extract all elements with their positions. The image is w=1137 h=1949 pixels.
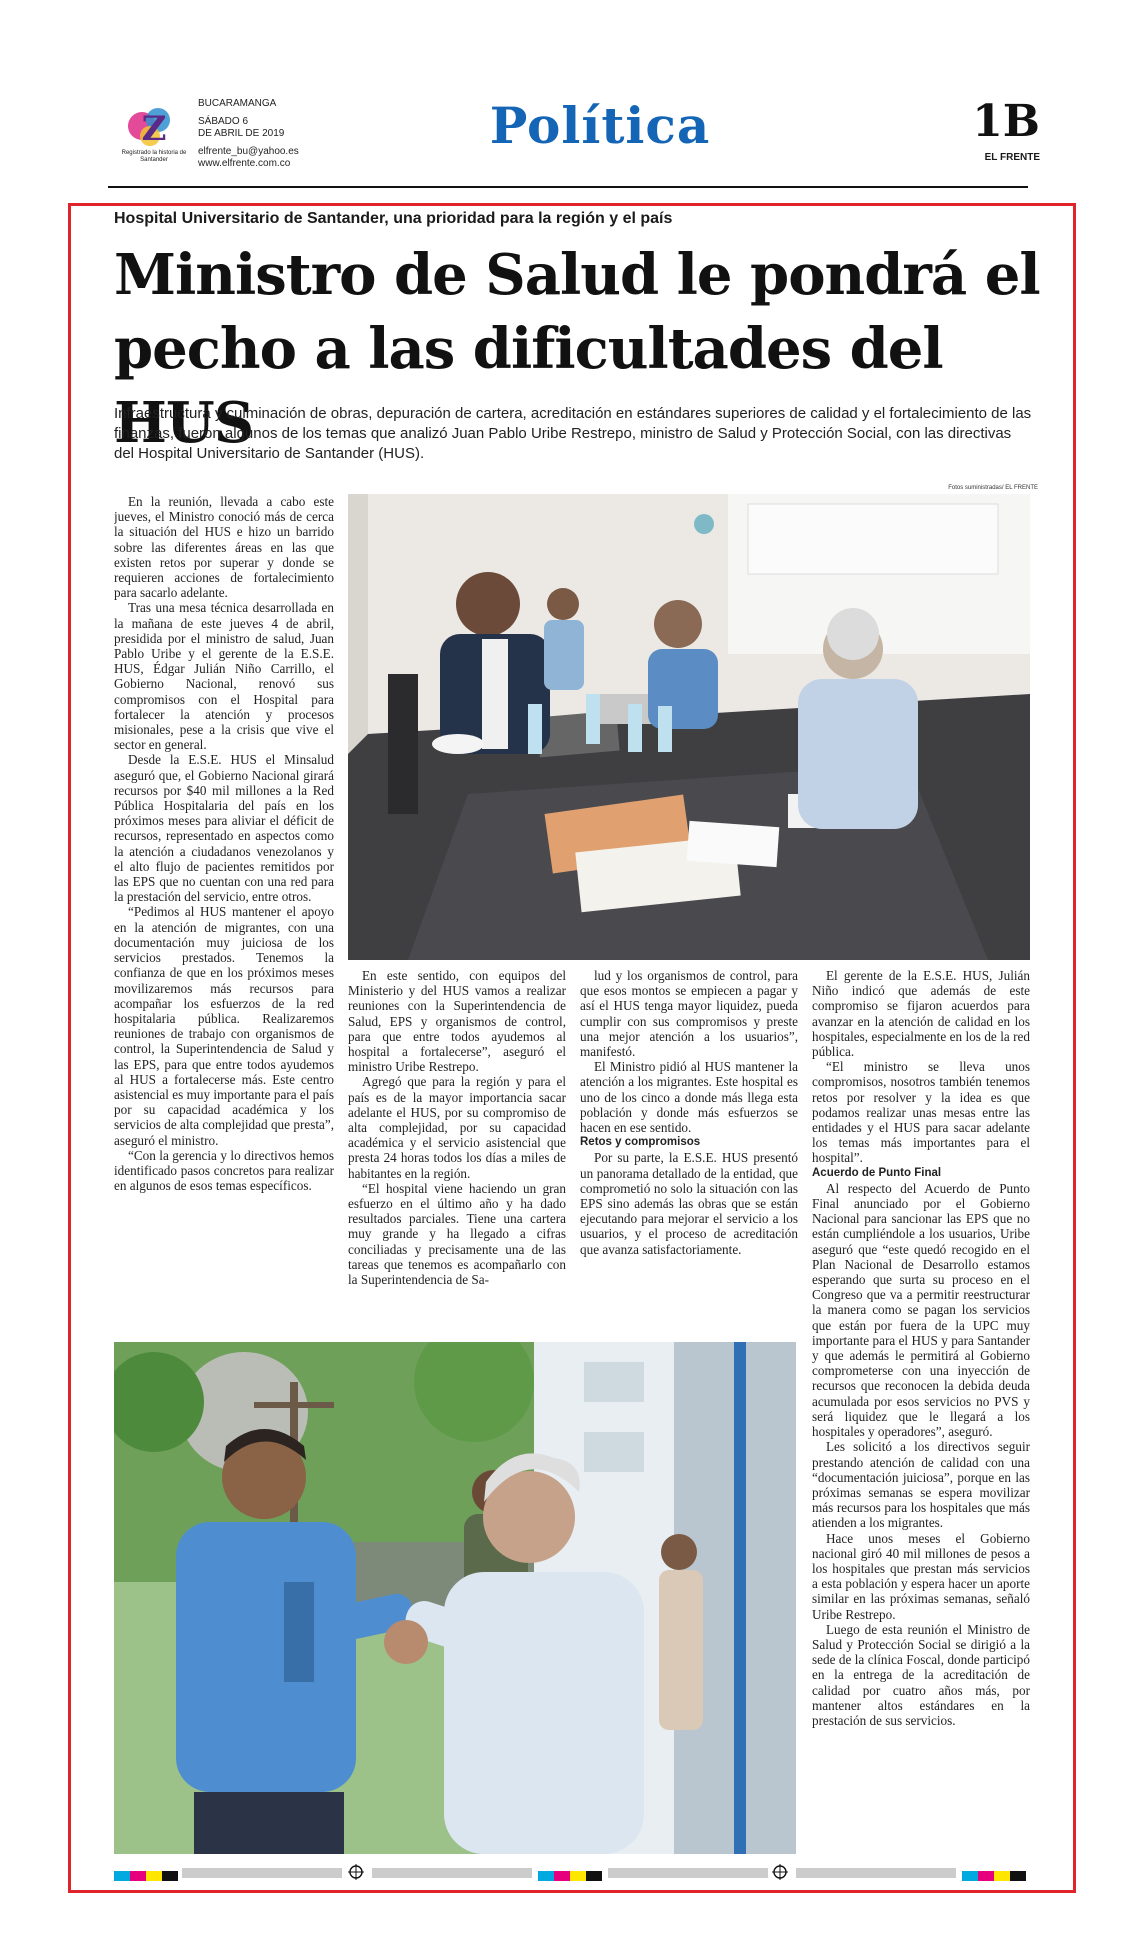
- paragraph: El gerente de la E.S.E. HUS, Julián Niño indicó que además de este compromiso se fijaron acuerdos para avanzar en la atención de calidad en los hospitales, especialmente en los de la red pública.: [812, 968, 1030, 1060]
- paragraph: En este sentido, con equipos del Ministerio y del HUS vamos a realizar reuniones con la Superintendencia de Salud, EPS y organismos de control, para que entre todos ayudemos al hospital a fortalecerse”, aseguró el ministro Uribe Restrepo.: [348, 968, 566, 1075]
- article-kicker: Hospital Universitario de Santander, una prioridad para la región y el país: [114, 210, 673, 227]
- paragraph: Tras una mesa técnica desarrollada en la mañana de este jueves 4 de abril, presidida por el ministro de salud, Juan Pablo Uribe y el gerente de la E.S.E. HUS, Édgar Julián Niño Carrillo, el Gobierno Nacional, renovó sus compromisos con el Hospital para fortalecer la atención y procesos misionales, pese a la crisis que vive el sector en general.: [114, 600, 334, 753]
- masthead-meta: [198, 98, 299, 170]
- paragraph: Al respecto del Acuerdo de Punto Final anunciado por el Gobierno Nacional para sancionar las EPS que no están cumpliéndole a los usuarios, Uribe aseguró que “este quedó recogido en el Plan Nacional de Desarrollo estamos esperando que surta su proceso en el Congreso que va a permitir reestructurar la manera como se pagan los servicios que están por fuera de la UPC muy importante para el HUS y para Santander y que además le permitirá al Gobierno comprometerse con una inyección de recursos que reconocen la debida deuda acumulada por esos servicios no PVS y será liquidez que le llegará a los hospitales y operadores”, aseguró.: [812, 1180, 1030, 1440]
- column-3: [580, 968, 798, 1372]
- svg-text:Z: Z: [141, 109, 167, 149]
- logo-tagline: Registrado la historia de Santander: [121, 150, 187, 163]
- color-registration-bar: [114, 1868, 180, 1878]
- headline-line-2: pecho a las dificultades del HUS: [114, 316, 943, 456]
- color-registration-bar: [962, 1868, 1028, 1878]
- article-deck: Infraestructura y culminación de obras, depuración de cartera, acreditación en estándares superiores de calidad y el fortalecimiento de las finanzas, fueron algunos de los temas que analizó Juan Pablo Uribe Restrepo, ministro de Salud y Protección Social, con las directivas del Hospital Universitario de Santander (HUS).: [114, 405, 1032, 462]
- city: BUCARAMANGA: [198, 98, 277, 109]
- paragraph: Luego de esta reunión el Ministro de Salud y Protección Social se dirigió a la sede de la clínica Foscal, donde participó en la entrega de la acreditación de calidad por cuatro años más, por mantener altos estándares en la prestación de sus servicios.: [812, 1621, 1030, 1728]
- paragraph: “Pedimos al HUS mantener el apoyo en la atención de migrantes, con una documentación muy juiciosa de los servicios prestados. Tenemos la confianza de que en los próximos meses movilizaremos más recursos para acompañar los esfuerzos de la red hospitalaria pública. Realizaremos reuniones de trabajo con organismos de control, la Superintendencia de Salud y las EPS, para que entre todos ayudemos al HUS a fortalecerse más. Este centro asistencial es muy importante para el país por su capacidad académica y los servicios de alta complejidad que presta”, aseguró el ministro.: [114, 904, 334, 1148]
- gray-bar: [608, 1868, 768, 1878]
- paragraph: Hace unos meses el Gobierno nacional giró 40 mil millones de pesos a los hospitales que prestan más servicios a esta población y espera hacer un aporte similar en las próximas semanas, señaló Uribe Restrepo.: [812, 1530, 1030, 1622]
- page-number: 1B: [972, 96, 1040, 147]
- paragraph: lud y los organismos de control, para que esos montos se empiecen a pagar y así el HUS tenga mayor liquidez, pueda cumplir con sus compromisos y preste una mejor atención a los usuarios”, manifestó.: [580, 968, 798, 1060]
- photo-credit: Fotos suministradas/ EL FRENTE: [948, 485, 1038, 491]
- date-day: SÁBADO 6: [198, 116, 249, 127]
- section-title: Política: [489, 96, 711, 155]
- paragraph: Desde la E.S.E. HUS el Minsalud aseguró que, el Gobierno Nacional girará recursos por $40 mil millones a la Red Pública Hospitalaria del país en los próximos meses para aliviar el déficit de recursos, representado en aspectos como la atención a ciudadanos venezolanos y el alto flujo de pacientes remitidos por las EPS que no cuentan con una red para la prestación del servicio, entre otros.: [114, 752, 334, 905]
- paper-name: EL FRENTE: [984, 152, 1040, 163]
- paragraph: Por su parte, la E.S.E. HUS presentó un panorama detallado de la entidad, que comprometió no solo la situación con las EPS sino además las obras que se están ejecutando para mejorar el servicio a los usuarios, y el proceso de acreditación que avanza satisfactoriamente.: [580, 1150, 798, 1257]
- headline-line-1: Ministro de Salud le pondrá el: [114, 242, 1040, 308]
- column-1: [114, 494, 334, 1372]
- handshake-photo: [114, 1342, 796, 1854]
- subheading-retos: Retos y compromisos: [580, 1136, 701, 1149]
- crosshair-icon: [348, 1864, 364, 1880]
- paragraph: El Ministro pidió al HUS mantener la atención a los migrantes. Este hospital es uno de los cinco a donde más llega esta población y donde más esfuerzos se hacen en ese sentido.: [580, 1059, 798, 1136]
- gray-bar: [182, 1868, 342, 1878]
- masthead-rule: [108, 186, 1028, 188]
- column-2: [348, 968, 566, 1372]
- paragraph: “El hospital viene haciendo un gran esfuerzo en el último año y ha dado resultados parciales. Tiene una cartera muy grande y ha llegado a cifras conciliadas y precisamente una de las tareas que tenemos es acompañarlo con la Superintendencia de Sa-: [348, 1180, 566, 1288]
- crosshair-icon: [772, 1864, 788, 1880]
- gray-bar: [796, 1868, 956, 1878]
- date-rest: DE ABRIL DE 2019: [198, 128, 285, 139]
- paragraph: Agregó que para la región y para el país es de la mayor importancia sacar adelante el HUS, por su compromiso de alta complejidad, por su capacidad académica y el servicio asistencial que presta 24 horas todos los días a miles de habitantes en la región.: [348, 1074, 566, 1181]
- column-4: [812, 968, 1030, 1864]
- subheading-punto-final: Acuerdo de Punto Final: [812, 1166, 942, 1179]
- gray-bar: [372, 1868, 532, 1878]
- paragraph: En la reunión, llevada a cabo este jueves, el Ministro conoció más de cerca la situación del HUS e hizo un barrido sobre las diferentes áreas en las que existen retos por superar y donde se requieren acciones de fortalecimiento para sacarlo adelante.: [114, 494, 334, 601]
- paragraph: Les solicitó a los directivos seguir prestando atención de calidad con una “documentación juiciosa”, porque en las próximas semanas se espera movilizar más recursos para los hospitales que más atienden a los migrantes.: [812, 1439, 1030, 1531]
- website-link[interactable]: www.elfrente.com.co: [198, 158, 291, 169]
- color-registration-bar: [538, 1868, 604, 1878]
- paragraph: “El ministro se lleva unos compromisos, nosotros también tenemos retos por resolver y la idea es que podamos realizar unas mesas entre las entidades y el HUS para sacar adelante los temas más importantes para el hospital”.: [812, 1059, 1030, 1166]
- email-link[interactable]: elfrente_bu@yahoo.es: [198, 146, 299, 157]
- paragraph: “Con la gerencia y lo directivos hemos identificado pasos concretos para realizar en algunos de esos temas específicos.: [114, 1147, 334, 1194]
- meeting-photo: [348, 494, 1030, 960]
